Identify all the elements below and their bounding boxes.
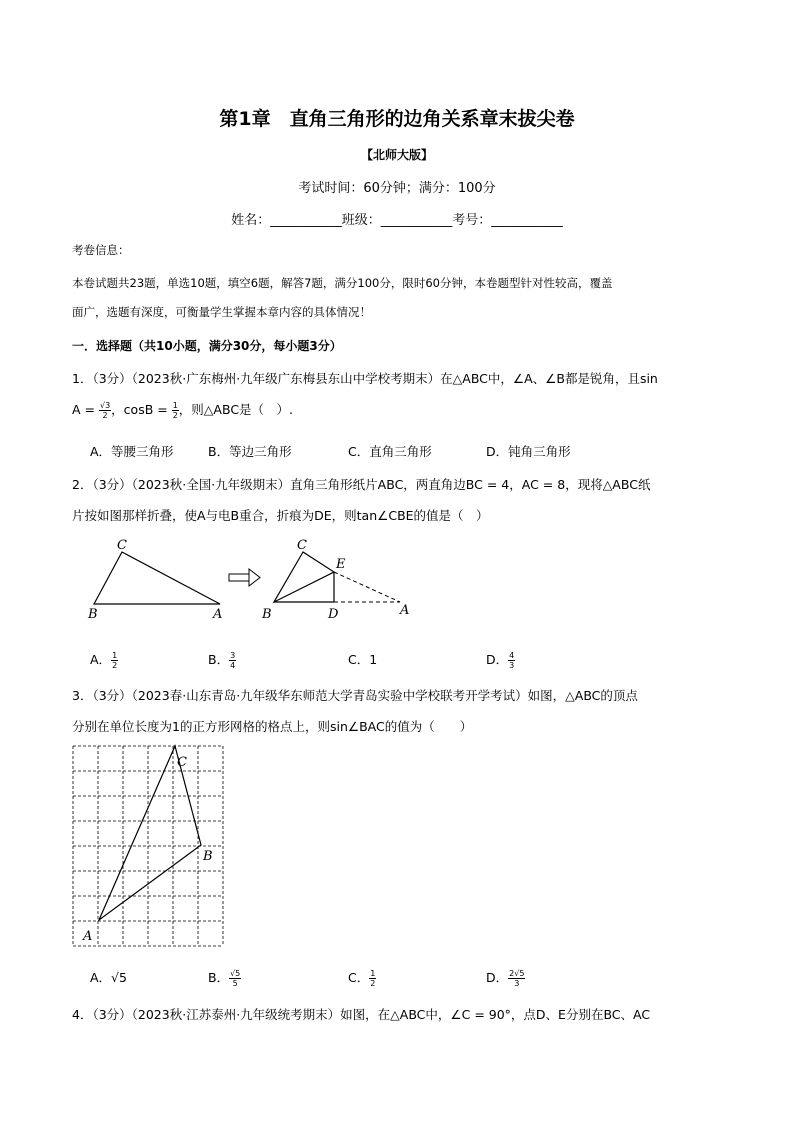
option-fraction [111,651,118,670]
question-2-line2: 片按如图那样折叠，使A与电B重合，折痕为DE，则tan∠CBE的值是（ ） [72,508,489,523]
exam-info: 考试时间：60分钟；满分：100分 [298,181,496,196]
q1-option-b[interactable]: B．等边三角形 [208,444,292,459]
q2-option-c[interactable]: C．1 [348,652,378,667]
label-b2: B [262,607,272,622]
frac-numerator: 2√5 [509,969,525,978]
paper-info-line2: 面广，选题有深度，可衡量学生掌握本章内容的具体情况！ [72,305,371,319]
frac-denominator: 3 [509,661,515,670]
left-triangle [94,552,220,604]
option-fraction [508,651,515,670]
option-letter: B． [208,652,230,667]
q1-fraction-1-over-2 [172,401,179,420]
edition-label: 【北师大版】 [360,148,433,162]
student-fields: 姓名：___________班级：___________考号：___________ [231,213,563,228]
label-a2: A [400,603,410,618]
q1-option-a[interactable]: A．等腰三角形 [90,444,174,459]
q1-tail: ，则△ABC是（ ）. [178,402,294,417]
arrow-right-icon [229,569,260,586]
label-c2: C [297,538,307,553]
question-2-line1: 2．（3分）（2023秋·全国·九年级期末）直角三角形纸片ABC，两直角边BC = 4，AC = 8，现将△ABC纸 [72,477,651,492]
q3-option-c[interactable] [348,968,376,988]
frac-denominator: 2 [370,979,376,988]
q3-option-d[interactable] [486,968,525,988]
paper-info-line1: 本卷试题共23题，单选10题，填空6题，解答7题，满分100分，限时60分钟，本卷题型针对性较高，覆盖 [72,276,613,290]
dashed-ea [334,572,400,602]
frac-numerator: 1 [370,969,376,978]
q3-option-a[interactable]: A．√5 [90,970,127,985]
label-b: B [203,849,213,864]
q2-option-a[interactable] [90,650,118,670]
option-letter: A． [90,652,112,667]
frac-denominator: 4 [230,661,236,670]
q1-option-d[interactable]: D．钝角三角形 [486,444,571,459]
label-e: E [336,557,346,572]
frac-denominator: 5 [232,979,238,988]
q3-grid-figure [70,742,230,950]
label-a: A [83,929,93,944]
q1-fraction-sqrt3-over-2 [99,401,111,420]
option-letter: D． [486,652,509,667]
label-a: A [213,607,223,622]
frac-numerator: 3 [230,651,236,660]
frac-numerator: 1 [112,651,118,660]
page-title: 第1章 直角三角形的边角关系章末拔尖卷 [219,108,575,130]
frac-denominator: 2 [172,411,178,420]
frac-denominator: 2 [102,411,108,420]
frac-numerator: √5 [230,969,241,978]
question-4-line1: 4．（3分）（2023秋·江苏泰州·九年级统考期末）如图，在△ABC中，∠C = 90°，点D、E分别在BC、AC [72,1007,651,1022]
option-letter: B． [208,970,230,985]
q1-cosB-prefix: ，cosB = [111,402,172,417]
frac-denominator: 3 [514,979,520,988]
folded-triangle [274,552,334,602]
q2-option-b[interactable] [208,650,236,670]
option-fraction [229,651,236,670]
frac-denominator: 2 [112,661,118,670]
option-letter: D． [486,970,509,985]
label-d: D [328,607,339,622]
option-fraction [369,969,376,988]
option-fraction [229,969,241,988]
label-c: C [117,538,127,553]
label-c: C [177,755,187,770]
question-3-line1: 3．（3分）（2023春·山东青岛·九年级华东师范大学青岛实验中学校联考开学考试）如图，△ABC的顶点 [72,688,638,703]
option-fraction [508,969,525,988]
q1-sinA-prefix: A = [72,402,99,417]
section-title: 一．选择题（共10小题，满分30分，每小题3分） [72,339,342,353]
q3-option-b[interactable] [208,968,241,988]
question-1-line2 [72,400,293,420]
frac-numerator: √3 [99,401,111,410]
q2-folding-figure [80,534,430,624]
q2-option-d[interactable] [486,650,515,670]
question-3-line2: 分别在单位长度为1的正方形网格的格点上，则sin∠BAC的值为（ ） [72,719,473,734]
triangle-abc [99,746,201,920]
question-1-line1: 1．（3分）（2023秋·广东梅州·九年级广东梅县东山中学校考期末）在△ABC中，∠A、∠B都是锐角，且sin [72,371,658,386]
paper-info-label: 考卷信息： [72,243,130,257]
q1-option-c[interactable]: C．直角三角形 [348,444,432,459]
option-letter: C． [348,970,370,985]
label-b: B [88,607,98,622]
frac-numerator: 1 [172,401,178,410]
frac-numerator: 4 [509,651,515,660]
